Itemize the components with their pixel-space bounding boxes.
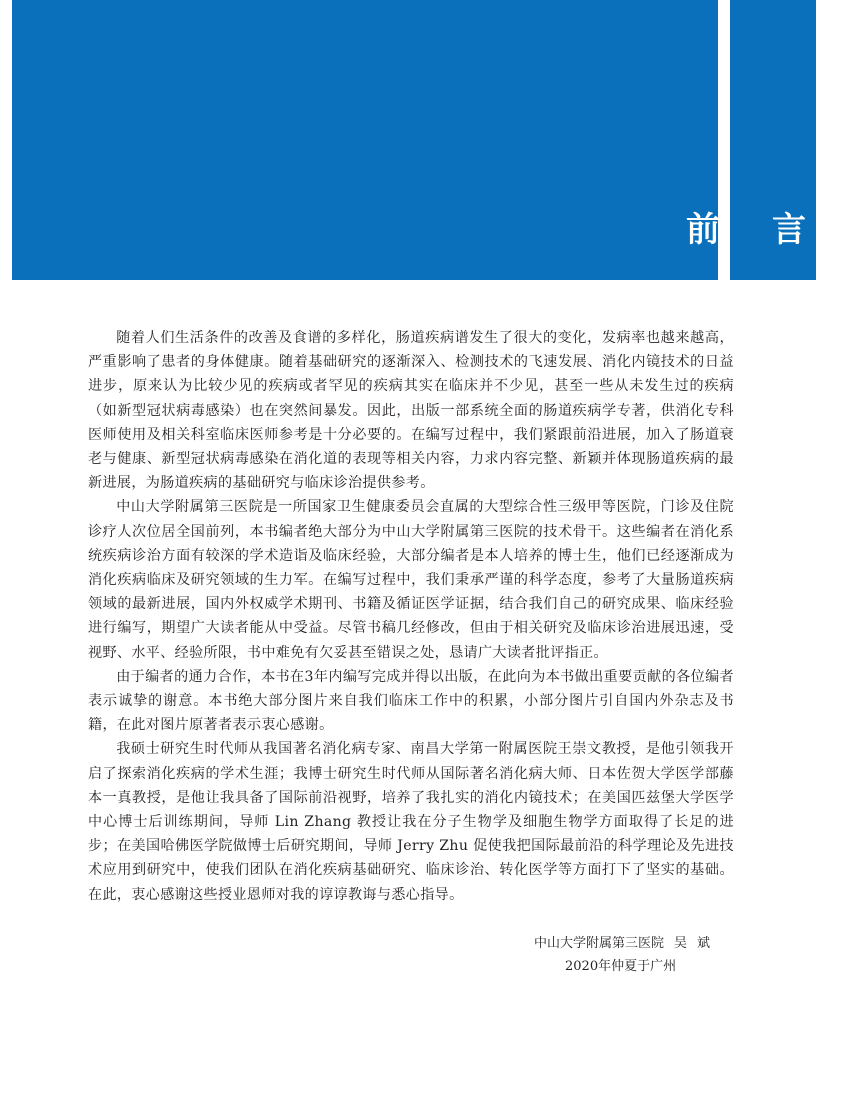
paragraph-2: 中山大学附属第三医院是一所国家卫生健康委员会直属的大型综合性三级甲等医院，门诊及住院诊疗人次位居全国前列，本书编者绝大部分为中山大学附属第三医院的技术骨干。这些编者在消化系统疾病诊治方面有较深的学术造诣及临床经验，大部分编者是本人培养的博士生，他们已经逐渐成为消化疾病临床及研究领域的生力军。在编写过程中，我们秉承严谨的科学态度，参考了大量肠道疾病领域的最新进展，国内外权威学术期刊、书籍及循证医学证据，结合我们自己的研究成果、临床经验进行编写，期望广大读者能从中受益。尽管书稿几经修改，但由于相关研究及临床诊治进展迅速，受视野、水平、经验所限，书中难免有欠妥甚至错误之处，恳请广大读者批评指正。 <box>88 499 734 661</box>
signature-institution: 中山大学附属第三医院 <box>534 936 665 951</box>
signature-date-place: 2020年仲夏于广州 <box>565 959 677 974</box>
page-title: 前言 <box>686 210 858 250</box>
paragraph-3: 由于编者的通力合作，本书在3年内编写完成并得以出版，在此向为本书做出重要贡献的各位编者表示诚挚的谢意。本书绝大部分图片来自我们临床工作中的积累，小部分图片引自国内外杂志及书籍，在此对图片原著者表示衷心感谢。 <box>88 668 734 734</box>
header-band <box>12 0 718 280</box>
paragraph-4: 我硕士研究生时代师从我国著名消化病专家、南昌大学第一附属医院王崇文教授，是他引领我开启了探索消化疾病的学术生涯；我博士研究生时代师从国际著名消化病大师、日本佐贺大学医学部藤本一真教授，是他让我具备了国际前沿视野，培养了我扎实的消化内镜技术；在美国匹兹堡大学医学中心博士后训练期间，导师 Lin Zhang 教授让我在分子生物学及细胞生物学方面取得了长足的进步；在美国哈佛医学院做博士后研究期间，导师 Jerry Zhu 促使我把国际最前沿的科学理论及先进技术应用到研究中，使我们团队在消化疾病基础研究、临床诊治、转化医学等方面打下了坚实的基础。在此，衷心感谢这些授业恩师对我的谆谆教诲与悉心指导。 <box>88 741 734 903</box>
preface-body <box>88 326 734 907</box>
paragraph-1: 随着人们生活条件的改善及食谱的多样化，肠道疾病谱发生了很大的变化，发病率也越来越高，严重影响了患者的身体健康。随着基础研究的逐渐深入、检测技术的飞速发展、消化内镜技术的日益进步，原来认为比较少见的疾病或者罕见的疾病其实在临床并不少见，甚至一些从未发生过的疾病（如新型冠状病毒感染）也在突然间暴发。因此，出版一部系统全面的肠道疾病学专著，供消化专科医师使用及相关科室临床医师参考是十分必要的。在编写过程中，我们紧跟前沿进展，加入了肠道衰老与健康、新型冠状病毒感染在消化道的表现等相关内容，力求内容完整、新颖并体现肠道疾病的最新进展，为肠道疾病的基础研究与临床诊治提供参考。 <box>88 330 734 492</box>
signature-author: 吴斌 <box>674 936 721 951</box>
